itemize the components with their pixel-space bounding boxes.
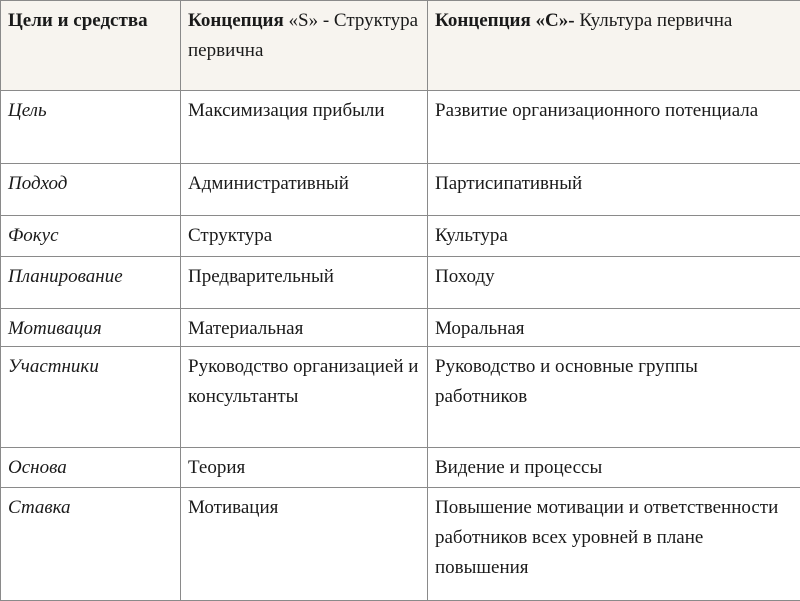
- row-s-value: Предварительный: [181, 257, 428, 309]
- row-label: Участники: [1, 347, 181, 448]
- table-row: [1, 164, 800, 216]
- row-label: Фокус: [1, 216, 181, 257]
- row-c-value: Руководство и основные группы работников: [428, 347, 800, 448]
- row-label: Цель: [1, 91, 181, 164]
- header-concept-c-desc: Культура первична: [575, 10, 733, 31]
- row-c-value: Партисипативный: [428, 164, 800, 216]
- row-label: Основа: [1, 448, 181, 488]
- header-concept-s: [181, 1, 428, 91]
- row-c-value: Повышение мотивации и ответственности работников всех уровней в плане повышения: [428, 488, 800, 601]
- header-concept-s-title: Концепция: [188, 10, 284, 31]
- header-goals-means: Цели и средства: [1, 1, 181, 91]
- row-s-value: Максимизация прибыли: [181, 91, 428, 164]
- row-s-value: Теория: [181, 448, 428, 488]
- row-s-value: Материальная: [181, 309, 428, 347]
- row-s-value: Мотивация: [181, 488, 428, 601]
- table-row: [1, 488, 800, 601]
- row-label: Подход: [1, 164, 181, 216]
- table-row: [1, 91, 800, 164]
- row-c-value: Видение и процессы: [428, 448, 800, 488]
- row-c-value: Культура: [428, 216, 800, 257]
- row-s-value: Структура: [181, 216, 428, 257]
- row-c-value: Развитие организационного потенциала: [428, 91, 800, 164]
- row-s-value: Административный: [181, 164, 428, 216]
- row-label: Ставка: [1, 488, 181, 601]
- table-row: [1, 347, 800, 448]
- row-c-value: Моральная: [428, 309, 800, 347]
- table-row: [1, 448, 800, 488]
- header-concept-c: [428, 1, 800, 91]
- row-label: Планирование: [1, 257, 181, 309]
- table-row: [1, 257, 800, 309]
- row-s-value: Руководство организацией и консультанты: [181, 347, 428, 448]
- row-c-value: Походу: [428, 257, 800, 309]
- header-concept-s-desc: «S» - Структура первична: [188, 10, 418, 61]
- table-row: [1, 216, 800, 257]
- row-label: Мотивация: [1, 309, 181, 347]
- header-concept-c-title: Концепция «С»-: [435, 10, 575, 31]
- table-header-row: [1, 1, 800, 91]
- table-row: [1, 309, 800, 347]
